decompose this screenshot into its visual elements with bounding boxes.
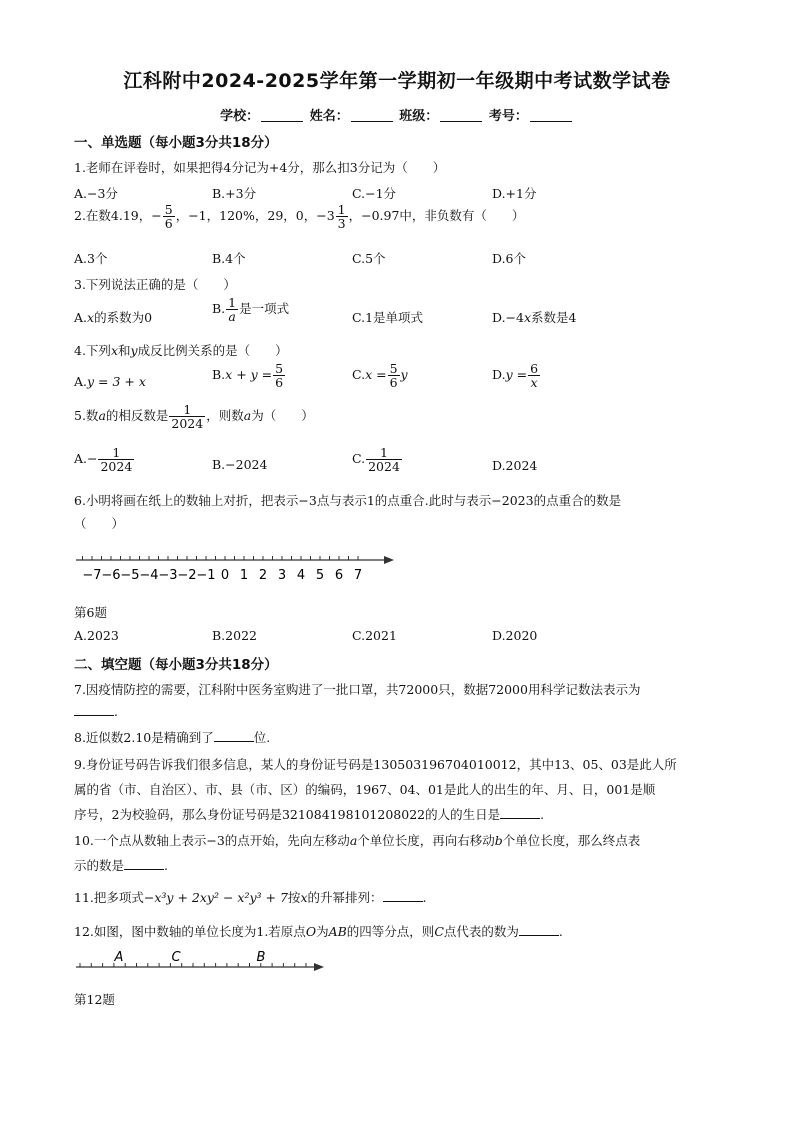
q2-frac2-num: 1 xyxy=(337,202,346,217)
q10-line1-a: 10.一个点从数轴上表示−3的点开始，先向左移动 xyxy=(74,833,350,848)
q6-stem: 6.小明将画在纸上的数轴上对折，把表示−3点与表示1的点重合.此时与表示−2023的点重合的数是 xyxy=(74,493,622,508)
q6-axis-label: −7 xyxy=(82,568,102,583)
q6-axis-label: 1 xyxy=(239,568,249,583)
q2-option-c[interactable]: C.5个 xyxy=(352,251,386,266)
q6-stem-tail: （ ） xyxy=(74,516,125,531)
q9-line2: 属的省（市、自治区）、市、县（市、区）的编码，1967、04、01是此人的出生的年、月、日，001是顺 xyxy=(74,782,656,797)
q6-axis-label: −2 xyxy=(177,568,197,583)
q7-tail: . xyxy=(114,704,118,719)
q2-stem-part-a: 2.在数4.19， xyxy=(74,208,152,224)
q2-option-d[interactable]: D.6个 xyxy=(492,251,527,266)
q3-b-den: a xyxy=(228,309,236,325)
q5-option-c[interactable] xyxy=(352,446,403,473)
q8-stem xyxy=(74,728,270,746)
q5-stem-c: ，则数 xyxy=(206,408,244,424)
q5-option-a[interactable] xyxy=(74,446,135,473)
q5-a-var: a xyxy=(98,408,106,424)
q4-a-prefix: A. xyxy=(74,374,88,389)
q3-a-text: 的系数为0 xyxy=(94,310,153,325)
q4-option-c[interactable] xyxy=(352,362,408,389)
q5-a-prefix: A.− xyxy=(74,451,98,467)
q4-stem xyxy=(74,341,288,359)
class-label: 班级： xyxy=(399,109,439,124)
q6-option-a[interactable]: A.2023 xyxy=(74,628,119,643)
q6-axis-arrow xyxy=(384,556,394,564)
q5-c-prefix: C. xyxy=(352,451,366,467)
q3-b-num: 1 xyxy=(228,295,237,310)
q5-option-b[interactable]: B.−2024 xyxy=(212,457,268,472)
q5-a-var2: a xyxy=(243,408,252,424)
section2-heading: 二、填空题（每小题3分共18分） xyxy=(74,657,278,673)
exam-title: 江科附中2024-2025学年第一学期初一年级期中考试数学试卷 xyxy=(123,70,671,92)
q4-d-expr: y = xyxy=(505,367,528,383)
q2-frac1-den: 6 xyxy=(164,216,173,232)
exam-no-label: 考号： xyxy=(488,109,528,124)
q4-c-prefix: C. xyxy=(352,367,366,383)
q6-caption: 第6题 xyxy=(74,605,107,620)
q4-c-den: 6 xyxy=(389,375,398,391)
q12-stem-c: 的四等分点，则 xyxy=(346,924,435,939)
q5-option-d[interactable]: D.2024 xyxy=(492,458,538,473)
q4-y-var: y xyxy=(130,343,138,358)
q9-line3-text: 序号，2为校验码，那么身份证号码是321084198101208022的人的生日是 xyxy=(74,807,501,822)
q6-option-b[interactable]: B.2022 xyxy=(212,628,257,643)
q1-option-c[interactable]: C.−1分 xyxy=(352,186,397,201)
q4-d-frac xyxy=(528,362,540,389)
q8-stem-a: 8.近似数2.10是精确到了 xyxy=(74,730,214,745)
q5-a-frac xyxy=(98,446,134,473)
q4-b-den: 6 xyxy=(275,375,284,391)
q2-stem-part-b: ，−1，120%，29，0， xyxy=(175,208,317,224)
q2-frac2-den: 3 xyxy=(337,216,346,232)
q4-d-den: x xyxy=(530,375,538,391)
q12-number-line xyxy=(74,945,334,977)
q4-stem-b: 和 xyxy=(118,343,131,358)
q6-option-c[interactable]: C.2021 xyxy=(352,628,397,643)
q5-stem-b: 的相反数是 xyxy=(105,408,169,424)
q12-o-var: O xyxy=(305,924,317,939)
q3-b-frac xyxy=(226,296,238,323)
q6-axis-label: 2 xyxy=(258,568,268,583)
q11-stem-a: 11.把多项式 xyxy=(74,890,144,905)
q3-option-d[interactable] xyxy=(492,308,577,326)
q7-answer-blank[interactable] xyxy=(74,704,114,716)
q4-d-num: 6 xyxy=(530,361,539,376)
section1-heading: 一、单选题（每小题3分共18分） xyxy=(74,135,278,151)
q4-c-expr: x = xyxy=(365,367,387,383)
q1-option-a[interactable]: A.−3分 xyxy=(74,186,118,201)
q2-stem xyxy=(74,203,524,230)
q6-axis-label: 0 xyxy=(220,568,230,583)
q6-option-d[interactable]: D.2020 xyxy=(492,628,538,643)
q3-d-prefix: D.−4 xyxy=(492,310,524,325)
q6-axis-label: −1 xyxy=(196,568,216,583)
q2-frac1 xyxy=(163,203,175,230)
q2-frac1-sign: − xyxy=(151,208,162,224)
q2-frac1-num: 5 xyxy=(164,202,173,217)
q4-d-prefix: D. xyxy=(492,367,506,383)
q3-d-var: x xyxy=(523,310,532,325)
q4-option-b[interactable] xyxy=(212,362,286,389)
q2-mixed-int: −3 xyxy=(316,208,335,224)
school-blank[interactable] xyxy=(261,108,303,122)
q6-axis-label: 3 xyxy=(277,568,287,583)
q12-axis-arrow xyxy=(314,963,324,971)
exam-no-blank[interactable] xyxy=(530,108,572,122)
q11-stem-c: 的升幂排列： xyxy=(307,890,383,905)
q10-line1-b: 个单位长度，再向右移动 xyxy=(357,833,495,848)
q9-line1: 9.身份证号码告诉我们很多信息，某人的身份证号码是130503196704010012，其中13、05、03是此人所 xyxy=(74,757,677,772)
q8-stem-b: 位. xyxy=(253,730,271,745)
q5-a-den: 2024 xyxy=(100,459,133,475)
q3-option-c[interactable]: C.1是单项式 xyxy=(352,310,424,325)
q12-stem-d: 点代表的数为 xyxy=(443,924,519,939)
q9-line3 xyxy=(74,805,544,823)
q6-axis-label: −5 xyxy=(120,568,140,583)
q4-option-d[interactable] xyxy=(492,362,541,389)
q4-b-prefix: B. xyxy=(212,367,226,383)
q12-tail: . xyxy=(558,924,563,939)
q10-b-var: b xyxy=(494,833,503,848)
q10-answer-blank[interactable] xyxy=(124,858,164,870)
q10-line2 xyxy=(74,856,168,874)
q2-option-a[interactable]: A.3个 xyxy=(74,251,108,266)
q4-c-num: 5 xyxy=(389,361,398,376)
q11-stem-b: 按 xyxy=(287,890,301,905)
q3-option-a[interactable] xyxy=(74,308,152,326)
q5-den: 2024 xyxy=(171,416,204,432)
q4-stem-c: 成反比例关系的是（ ） xyxy=(137,343,288,358)
q6-axis-label: −4 xyxy=(139,568,159,583)
q5-frac xyxy=(169,403,205,430)
q3-a-var: x xyxy=(87,310,95,325)
q2-frac2 xyxy=(336,203,348,230)
q6-axis-label: −6 xyxy=(101,568,121,583)
q12-answer-blank[interactable] xyxy=(519,924,559,936)
q4-c-post: y xyxy=(400,367,408,383)
q5-stem-d: 为（ ） xyxy=(251,408,314,424)
q5-num: 1 xyxy=(169,403,205,417)
q6-number-line xyxy=(74,548,404,588)
q12-point-c-label: C xyxy=(171,950,181,965)
q5-c-frac xyxy=(366,446,402,473)
school-label: 学校： xyxy=(220,109,260,124)
q3-b-prefix: B. xyxy=(212,301,226,317)
q5-stem xyxy=(74,403,314,430)
q10-line1-c: 个单位长度，那么终点表 xyxy=(502,833,641,848)
q7-stem: 7.因疫情防控的需要，江科附中医务室购进了一批口罩，共72000只，数据72000用科学记数法表示为 xyxy=(74,682,641,697)
q12-point-a-label: A xyxy=(114,950,124,965)
q6-labels xyxy=(82,568,362,583)
q4-stem-a: 4.下列 xyxy=(74,343,111,358)
q2-stem-part-c: ，−0.97中，非负数有（ ） xyxy=(348,208,525,224)
q6-axis-label: 4 xyxy=(296,568,306,583)
q3-option-b[interactable] xyxy=(212,296,289,323)
q11-polynomial: −x³y + 2xy² − x²y³ + 7 xyxy=(143,890,288,905)
q6-axis-label: −3 xyxy=(158,568,178,583)
q9-tail: . xyxy=(540,807,545,822)
q12-caption: 第12题 xyxy=(74,992,115,1007)
q10-line2-text: 示的数是 xyxy=(74,858,125,873)
q12-stem-b: 为 xyxy=(316,924,329,939)
q9-answer-blank[interactable] xyxy=(500,807,540,819)
q4-b-frac xyxy=(273,362,285,389)
student-info-line xyxy=(0,105,794,124)
q5-stem-a: 5.数 xyxy=(74,408,99,424)
q4-c-frac xyxy=(388,362,400,389)
q4-a-expr: y = 3 + x xyxy=(87,374,146,389)
q10-tail: . xyxy=(164,858,168,873)
name-label: 姓名： xyxy=(309,109,349,124)
q2-option-b[interactable]: B.4个 xyxy=(212,251,246,266)
q1-option-d[interactable]: D.+1分 xyxy=(492,186,537,201)
q10-line1 xyxy=(74,831,640,849)
q3-b-text: 是一项式 xyxy=(239,301,290,317)
q4-option-a[interactable] xyxy=(74,374,146,389)
q5-c-den: 2024 xyxy=(368,459,400,475)
q12-ab-var: AB xyxy=(328,924,347,939)
q1-stem: 1.老师在评卷时，如果把得4分记为+4分，那么扣3分记为（ ） xyxy=(74,160,446,175)
q6-axis-label: 7 xyxy=(353,568,363,583)
q12-stem xyxy=(74,922,563,940)
q3-stem: 3.下列说法正确的是（ ） xyxy=(74,277,236,292)
q5-c-num: 1 xyxy=(366,446,402,460)
q7-answer-line xyxy=(74,704,118,719)
q4-b-num: 5 xyxy=(275,361,284,376)
q11-x-var: x xyxy=(300,890,308,905)
q12-stem-a: 12.如图，图中数轴的单位长度为1.若原点 xyxy=(74,924,306,939)
q3-d-text: 系数是4 xyxy=(531,310,577,325)
q12-c-var: C xyxy=(434,924,444,939)
q11-tail: . xyxy=(422,890,427,905)
q11-answer-blank[interactable] xyxy=(383,890,423,902)
q12-point-b-label: B xyxy=(256,950,266,965)
q11-stem xyxy=(74,888,427,906)
q6-axis-label: 6 xyxy=(334,568,344,583)
q4-b-expr: x + y = xyxy=(225,367,273,383)
class-blank[interactable] xyxy=(440,108,482,122)
q3-a-prefix: A. xyxy=(74,310,88,325)
q6-axis-label: 5 xyxy=(315,568,325,583)
q10-a-var: a xyxy=(349,833,358,848)
q1-option-b[interactable]: B.+3分 xyxy=(212,186,257,201)
q4-x-var: x xyxy=(110,343,118,358)
q8-answer-blank[interactable] xyxy=(214,730,254,742)
name-blank[interactable] xyxy=(351,108,393,122)
q5-a-num: 1 xyxy=(98,446,134,460)
